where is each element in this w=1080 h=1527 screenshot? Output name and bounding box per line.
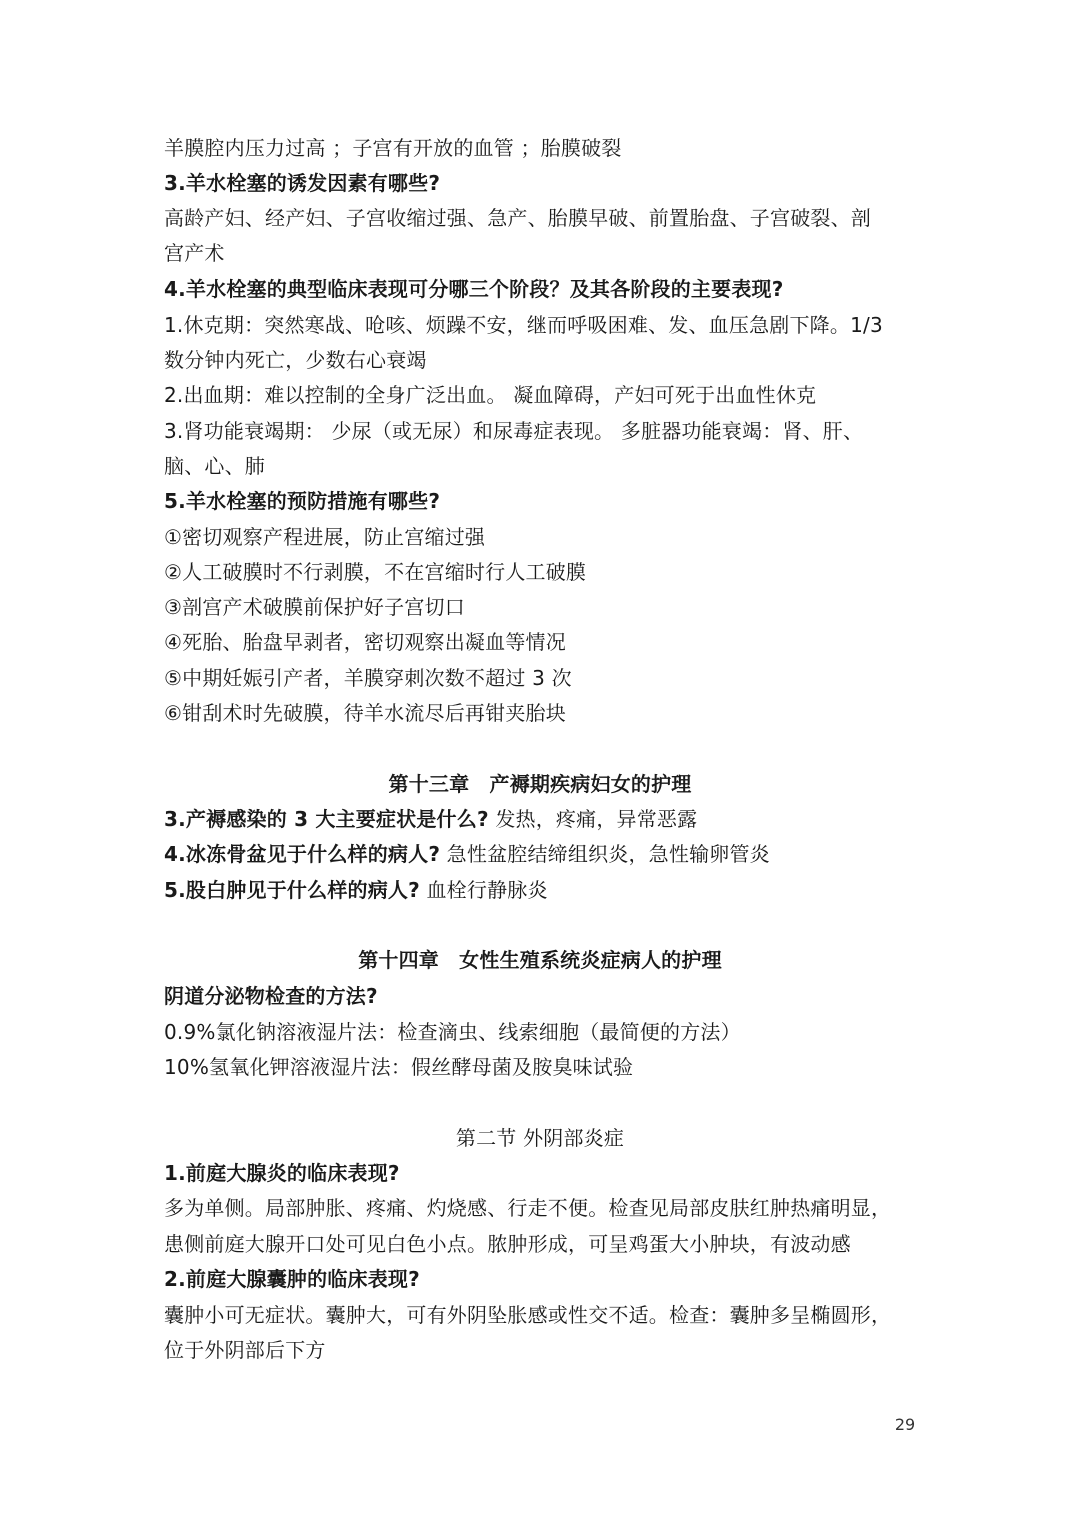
list-item: ②人工破膜时不行剥膜，不在宫缩时行人工破膜 [164, 560, 587, 584]
chapter-heading: 第十三章 产褥期疾病妇女的护理 [388, 772, 692, 796]
text-line: 患侧前庭大腺开口处可见白色小点。脓肿形成，可呈鸡蛋大小肿块，有波动感 [164, 1232, 851, 1256]
text-line: 2.出血期：难以控制的全身广泛出血。 凝血障碍，产妇可死于出血性休克 [164, 383, 817, 407]
answer-text: 发热，疼痛，异常恶露 [488, 807, 698, 831]
question-heading: 5.羊水栓塞的预防措施有哪些? [164, 489, 441, 513]
text-line: 10%氢氧化钾溶液湿片法：假丝酵母菌及胺臭味试验 [164, 1055, 634, 1079]
list-item: ④死胎、胎盘早剥者，密切观察出凝血等情况 [164, 630, 566, 654]
text-line: 脑、心、肺 [164, 454, 265, 478]
text-line: 3.肾功能衰竭期： 少尿（或无尿）和尿毒症表现。 多脏器功能衰竭：肾、肝、 [164, 419, 864, 443]
answer-text: 血栓行静脉炎 [419, 878, 548, 902]
list-item: ①密切观察产程进展，防止宫缩过强 [164, 525, 486, 549]
question-heading: 3.羊水栓塞的诱发因素有哪些? [164, 171, 441, 195]
question-text: 4.冰冻骨盆见于什么样的病人? [164, 842, 441, 866]
question-line [164, 840, 924, 868]
answer-text: 急性盆腔结缔组织炎，急性输卵管炎 [440, 842, 770, 866]
list-item: ⑥钳刮术时先破膜，待羊水流尽后再钳夹胎块 [164, 701, 566, 725]
text-line: 多为单侧。局部肿胀、疼痛、灼烧感、行走不便。检查见局部皮肤红肿热痛明显， [164, 1196, 892, 1220]
question-text: 3.产褥感染的 3 大主要症状是什么? [164, 807, 489, 831]
text-line: 位于外阴部后下方 [164, 1338, 326, 1362]
question-line [164, 876, 924, 904]
list-item: ⑤中期妊娠引产者，羊膜穿刺次数不超过 3 次 [164, 666, 572, 690]
text-line: 宫产术 [164, 241, 225, 265]
question-text: 5.股白肿见于什么样的病人? [164, 878, 420, 902]
text-line: 数分钟内死亡，少数右心衰竭 [164, 348, 427, 372]
text-line: 1.休克期：突然寒战、呛咳、烦躁不安，继而呼吸困难、发、血压急剧下降。1/3 [164, 313, 883, 337]
question-heading: 4.羊水栓塞的典型临床表现可分哪三个阶段？及其各阶段的主要表现? [164, 277, 784, 301]
text-line: 高龄产妇、经产妇、子宫收缩过强、急产、胎膜早破、前置胎盘、子宫破裂、剖 [164, 206, 871, 230]
question-heading: 2.前庭大腺囊肿的临床表现? [164, 1267, 420, 1291]
text-line: 0.9%氯化钠溶液湿片法：检查滴虫、线索细胞（最简便的方法） [164, 1020, 741, 1044]
text-line: 囊肿小可无症状。囊肿大，可有外阴坠胀感或性交不适。检查：囊肿多呈椭圆形， [164, 1303, 892, 1327]
list-item: ③剖宫产术破膜前保护好子宫切口 [164, 595, 465, 619]
question-line [164, 805, 924, 833]
page-number: 29 [894, 1415, 916, 1434]
text-line: 羊膜腔内压力过高 ；子宫有开放的血管 ；胎膜破裂 [164, 136, 622, 160]
chapter-heading: 第十四章 女性生殖系统炎症病人的护理 [358, 948, 722, 972]
question-heading: 阴道分泌物检查的方法? [164, 984, 378, 1008]
question-heading: 1.前庭大腺炎的临床表现? [164, 1161, 400, 1185]
section-heading: 第二节 外阴部炎症 [455, 1126, 625, 1150]
